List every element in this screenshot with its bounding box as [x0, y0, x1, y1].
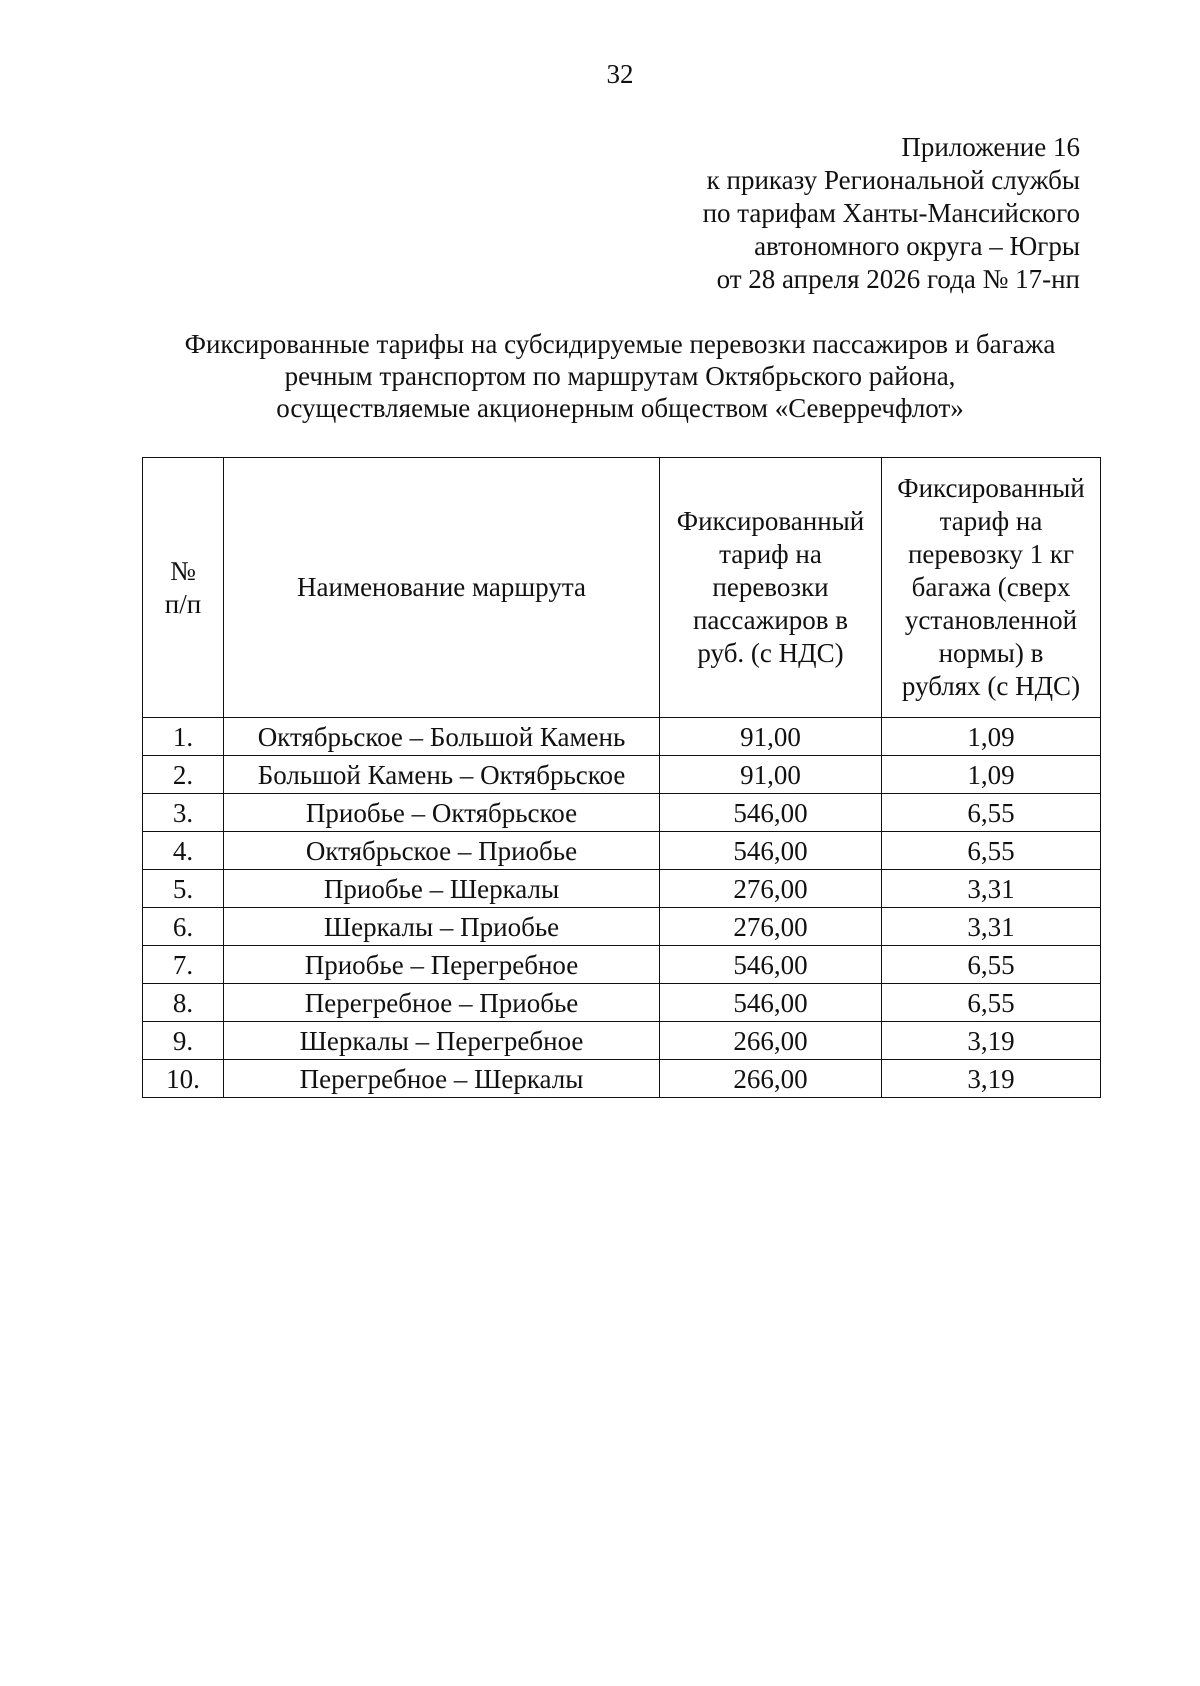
- row-number: 10.: [143, 1060, 224, 1098]
- row-route: Шеркалы – Приобье: [224, 908, 660, 946]
- row-passenger-tariff: 546,00: [660, 946, 882, 984]
- table-row: [143, 908, 1101, 946]
- row-baggage-tariff: 6,55: [882, 794, 1101, 832]
- row-baggage-tariff: 6,55: [882, 984, 1101, 1022]
- row-passenger-tariff: 91,00: [660, 756, 882, 794]
- header-passenger-line: перевозки: [712, 572, 829, 602]
- row-number: 8.: [143, 984, 224, 1022]
- tariff-table: [142, 457, 1101, 1098]
- header-baggage-line: перевозку 1 кг: [907, 539, 1075, 569]
- title-line: речным транспортом по маршрутам Октябрьского района,: [284, 361, 956, 391]
- header-baggage-line: установленной: [904, 605, 1078, 635]
- row-passenger-tariff: 276,00: [660, 908, 882, 946]
- appendix-line: автономного округа – Югры: [754, 231, 1080, 261]
- row-baggage-tariff: 3,19: [882, 1022, 1101, 1060]
- header-baggage-line: нормы) в: [938, 638, 1044, 668]
- appendix-line: к приказу Региональной службы: [706, 165, 1080, 195]
- header-baggage-line: багажа (сверх: [911, 572, 1071, 602]
- appendix-block: [480, 131, 1080, 296]
- row-baggage-tariff: 3,19: [882, 1060, 1101, 1098]
- table-row: [143, 756, 1101, 794]
- row-passenger-tariff: 546,00: [660, 832, 882, 870]
- row-number: 5.: [143, 870, 224, 908]
- header-route: [224, 458, 660, 718]
- table-row: [143, 870, 1101, 908]
- row-route: Перегребное – Приобье: [224, 984, 660, 1022]
- row-number: 6.: [143, 908, 224, 946]
- table-row: [143, 718, 1101, 756]
- title-line: осуществляемые акционерным обществом «Северречфлот»: [276, 393, 964, 423]
- row-baggage-tariff: 3,31: [882, 908, 1101, 946]
- row-baggage-tariff: 3,31: [882, 870, 1101, 908]
- row-baggage-tariff: 1,09: [882, 756, 1101, 794]
- document-title: [140, 328, 1100, 424]
- header-baggage-tariff: [882, 458, 1101, 718]
- header-number: [143, 458, 224, 718]
- table-row: [143, 1060, 1101, 1098]
- header-passenger-line: пассажиров в: [692, 605, 849, 635]
- header-passenger-tariff: [660, 458, 882, 718]
- row-passenger-tariff: 266,00: [660, 1022, 882, 1060]
- row-number: 1.: [143, 718, 224, 756]
- row-baggage-tariff: 6,55: [882, 832, 1101, 870]
- row-baggage-tariff: 6,55: [882, 946, 1101, 984]
- header-passenger-line: руб. (с НДС): [697, 638, 844, 668]
- row-number: 4.: [143, 832, 224, 870]
- row-passenger-tariff: 546,00: [660, 984, 882, 1022]
- title-line: Фиксированные тарифы на субсидируемые перевозки пассажиров и багажа: [184, 329, 1056, 359]
- row-passenger-tariff: 546,00: [660, 794, 882, 832]
- appendix-line: по тарифам Ханты-Мансийского: [702, 198, 1080, 228]
- page-number: 32: [606, 59, 634, 89]
- header-passenger-line: Фиксированный: [676, 506, 865, 536]
- table-row: [143, 794, 1101, 832]
- header-number-line: №: [170, 555, 196, 586]
- row-route: Приобье – Перегребное: [224, 946, 660, 984]
- row-route: Октябрьское – Большой Камень: [224, 718, 660, 756]
- row-number: 9.: [143, 1022, 224, 1060]
- row-route: Октябрьское – Приобье: [224, 832, 660, 870]
- row-number: 7.: [143, 946, 224, 984]
- row-route: Шеркалы – Перегребное: [224, 1022, 660, 1060]
- row-number: 3.: [143, 794, 224, 832]
- header-baggage-line: рублях (с НДС): [901, 671, 1081, 701]
- row-route: Большой Камень – Октябрьское: [224, 756, 660, 794]
- appendix-line: от 28 апреля 2026 года № 17-нп: [716, 264, 1080, 294]
- header-route-line: Наименование маршрута: [297, 572, 586, 602]
- header-baggage-line: тариф на: [939, 506, 1043, 536]
- header-passenger-line: тариф на: [719, 539, 822, 569]
- row-route: Перегребное – Шеркалы: [224, 1060, 660, 1098]
- row-number: 2.: [143, 756, 224, 794]
- table-row: [143, 1022, 1101, 1060]
- table-row: [143, 946, 1101, 984]
- row-passenger-tariff: 266,00: [660, 1060, 882, 1098]
- row-passenger-tariff: 276,00: [660, 870, 882, 908]
- row-route: Приобье – Шеркалы: [224, 870, 660, 908]
- header-number-line: п/п: [164, 588, 202, 619]
- table-row: [143, 984, 1101, 1022]
- row-route: Приобье – Октябрьское: [224, 794, 660, 832]
- row-passenger-tariff: 91,00: [660, 718, 882, 756]
- appendix-line: Приложение 16: [901, 132, 1080, 162]
- row-baggage-tariff: 1,09: [882, 718, 1101, 756]
- table-header-row: [143, 458, 1101, 718]
- header-baggage-line: Фиксированный: [897, 473, 1085, 503]
- table-row: [143, 832, 1101, 870]
